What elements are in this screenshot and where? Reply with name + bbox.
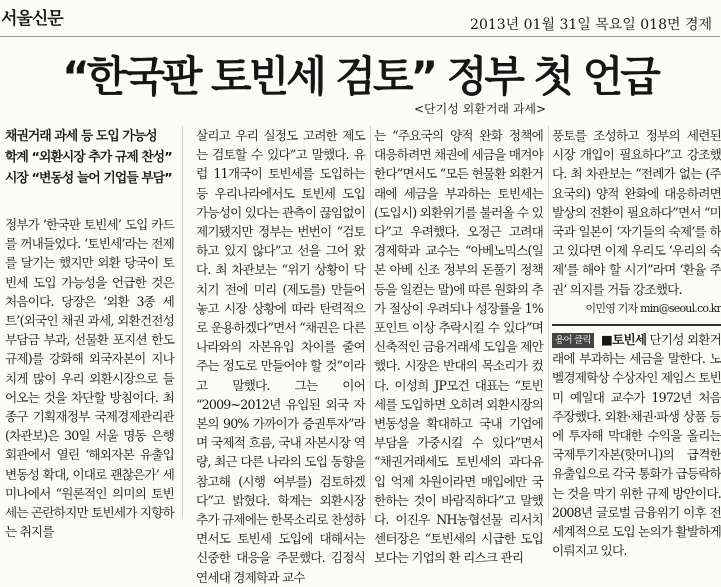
article-column-4 [552,126,721,559]
deck-line-1: 채권거래 과세 등 도입 가능성 [5,129,157,144]
body-text-3: 는 “주요국의 양적 완화 정책에 대응하려면 채권에 세금을 매겨야 한다”면서도 “모든 현물환 외환거래에 세금을 부과하는 토빈세는 (도입시) 외환위기를 불러올 수 있다”고 우려했다. 오정근 고려대 경제학과 교수는 “아베노믹스(일본 아베 신조 정부의 돈풀기 정책 등을 일컫는 말)에 따른 원화의 추가 절상이 우려되나 성장률을 1% 포인트 이상 추락시킬 수 있다”며 신축적인 금융거래세 도입을 제안했다. 시장은 반대의 목소리가 컸다. 이성희 JP모건 대표는 “토빈세를 도입하면 오히려 외환시장의 변동성을 확대하고 국내 기업에 부담을 가중시킬 수 있다”면서 “채권거래세도 토빈세의 과다유입 억제 차원이라면 매입에만 국한하는 것이 바람직하다”고 말했다. 이진우 NH농협선물 리서치센터장은 “토빈세의 시급한 도입보다는 기업의 환 리스크 관리 [374,128,543,566]
glossary-badge: 용어 클릭 [552,333,594,348]
body-text-1: 정부가 ‘한국판 토빈세’ 도입 카드를 꺼내들었다. ‘토빈세’라는 전제를 달기는 했지만 외환 당국이 토빈세 도입 가능성을 언급한 것은 처음이다. 당장은 ‘외환 3종 세트’(외국인 채권 과세, 외환건전성 부담금 부과, 선물환 포지션 한도 규제)를 강화해 외국자본이 지나치게 많이 우리 외환시장으로 들어오는 것을 차단할 방침이다. 최종구 기획재정부 국제경제관리관(차관보)은 30일 서울 명동 은행회관에서 열린 ‘해외자본 유출입 변동성 확대, 이대로 괜찮은가’ 세미나에서 “원론적인 의미의 토빈세는 곤란하지만 토빈세가 지향하는 취지를 [5,217,174,540]
glossary-box [552,324,721,560]
header-rule [0,36,720,37]
deck-line-3: 시장 “변동성 늘어 기업들 부담” [5,171,172,186]
article-column-3 [374,126,543,566]
body-text-4: 풍토를 조성하고 정부의 세련된 시장 개입이 필요하다”고 강조했다. 최 차관보는 “전례가 없는 (주요국의) 양적 완화에 대응하려면 발상의 전환이 필요하다”면서 “미국과 일본이 ‘자기들의 숙제’를 하고 있다면 이제 우리도 ‘우리의 숙제’를 해야 할 시기”라며 ‘환율 주권’ 의지를 거듭 강조했다. [552,128,721,297]
column-divider [370,126,371,518]
headline: “한국판 토빈세 검토” 정부 첫 언급 [62,52,658,101]
glossary-body: 단기성 외환거래에 부과하는 세금을 말한다. 노벨경제학상 수상자인 제임스 토빈 미 예일대 교수가 1972년 처음 주장했다. 외환·채권·파생 상품 등에 투자해 막대한 수익을 올리는 국제투기자본(핫머니)의 급격한 유출입으로 각국 통화가 급등락하는 것을 막기 위한 규제 방안이다. 2008년 글로벌 금융위기 이후 전 세계적으로 도입 논의가 활발하게 이뤄지고 있다. [552,332,721,559]
article-column-1 [5,126,174,540]
column-divider [548,126,549,518]
column-divider [182,126,183,518]
body-text-2: 살리고 우리 실정도 고려한 제도는 검토할 수 있다”고 말했다. 유럽 11개국이 토빈세를 도입하는 등 우리나라에서도 토빈세 도입 가능성이 있다는 관측이 끊임없이 제기됐지만 정부는 번번이 “검토하고 있지 않다”고 선을 그어 왔다. 최 차관보는 “위기 상황이 닥치기 전에 미리 (제도를) 만들어 놓고 시장 상황에 따라 탄력적으로 운용하겠다”면서 “채권은 다른 나라와의 자본유입 차이를 줄여 주는 정도로 만들어야 할 것”이라고 말했다. 그는 이어 “2009~2012년 유입된 외국 자본의 90% 가까이가 증권투자”라며 국제적 흐름, 국내 자본시장 역량, 최근 다른 나라의 도입 동향을 참고해 (시행 여부를) 검토하겠다”고 밝혔다. 학계는 외환시장 추가 규제에는 한목소리로 찬성하면서도 토빈세 도입에 대해서는 신중한 대응을 주문했다. 김정식 연세대 경제학과 교수 [196,128,365,585]
glossary-term: ■토빈세 [601,332,647,348]
deck-line-2: 학계 “외환시장 추가 규제 찬성” [5,150,172,165]
article-column-2 [196,126,365,585]
byline: 이민영 기자 min@seoul.co.kr [585,301,721,315]
deck [5,126,174,189]
masthead-logo: 서울신문 [1,9,63,29]
dateline: 2013년 01월 31일 목요일 018면 경제 [470,17,712,33]
subhead: <단기성 외환거래 과세> [414,102,547,116]
